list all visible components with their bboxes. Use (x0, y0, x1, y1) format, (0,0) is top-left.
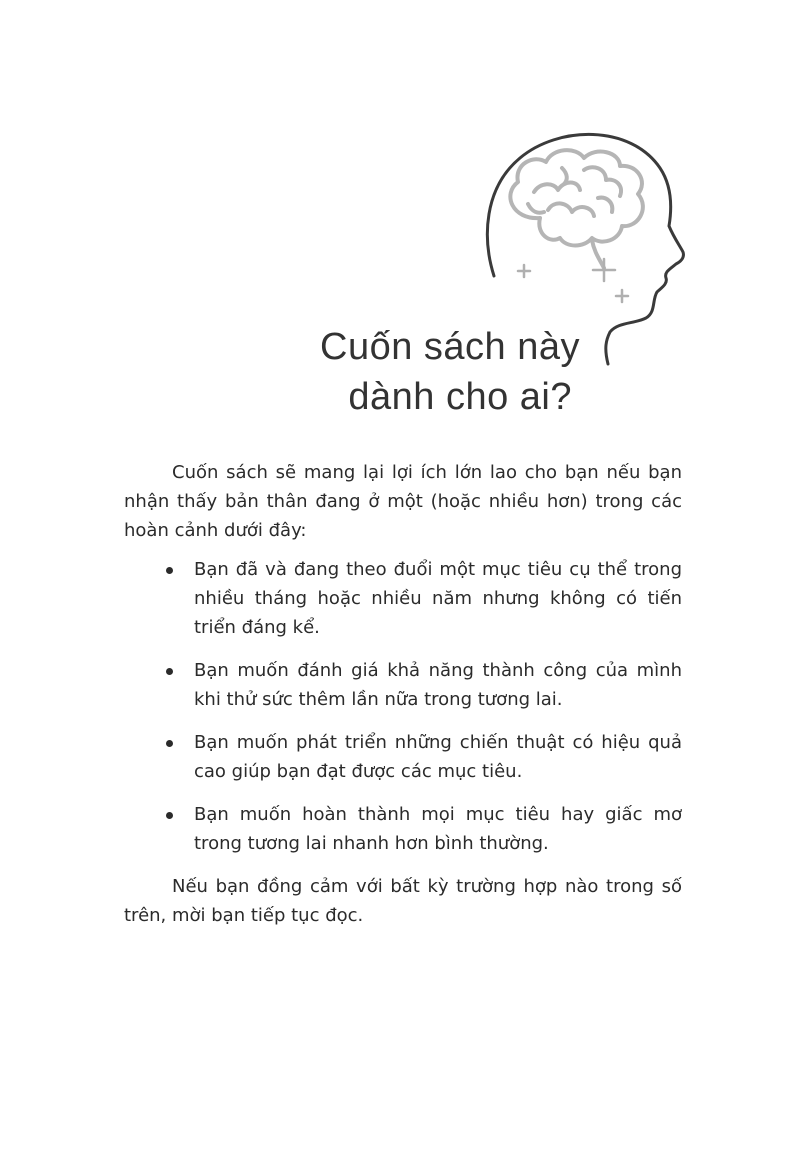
page-title (200, 322, 580, 422)
title-line-2: dành cho ai? (348, 376, 572, 418)
body-text (124, 458, 682, 930)
list-item-text: Bạn đã và đang theo đuổi một mục tiêu cụ thể trong nhiều tháng hoặc nhiều năm nhưng không có tiến triển đáng kể. (194, 559, 682, 638)
bullet-list (124, 555, 682, 858)
list-item-text: Bạn muốn hoàn thành mọi mục tiêu hay giấc mơ trong tương lai nhanh hơn bình thường. (194, 804, 682, 854)
bullet-icon (166, 740, 173, 747)
closing-paragraph: Nếu bạn đồng cảm với bất kỳ trường hợp nào trong số trên, mời bạn tiếp tục đọc. (124, 876, 682, 926)
list-item-text: Bạn muốn phát triển những chiến thuật có hiệu quả cao giúp bạn đạt được các mục tiêu. (194, 732, 682, 782)
list-item-text: Bạn muốn đánh giá khả năng thành công của mình khi thử sức thêm lần nữa trong tương lai. (194, 660, 682, 710)
intro-paragraph: Cuốn sách sẽ mang lại lợi ích lớn lao cho bạn nếu bạn nhận thấy bản thân đang ở một (hoặc nhiều hơn) trong các hoàn cảnh dưới đây: (124, 462, 682, 541)
bullet-icon (166, 668, 173, 675)
list-item (124, 555, 682, 642)
bullet-icon (166, 567, 173, 574)
plus-signs (518, 259, 628, 302)
list-item (124, 800, 682, 858)
brain-icon (510, 150, 643, 268)
list-item (124, 656, 682, 714)
list-item (124, 728, 682, 786)
bullet-icon (166, 812, 173, 819)
title-line-1: Cuốn sách này (320, 326, 580, 368)
